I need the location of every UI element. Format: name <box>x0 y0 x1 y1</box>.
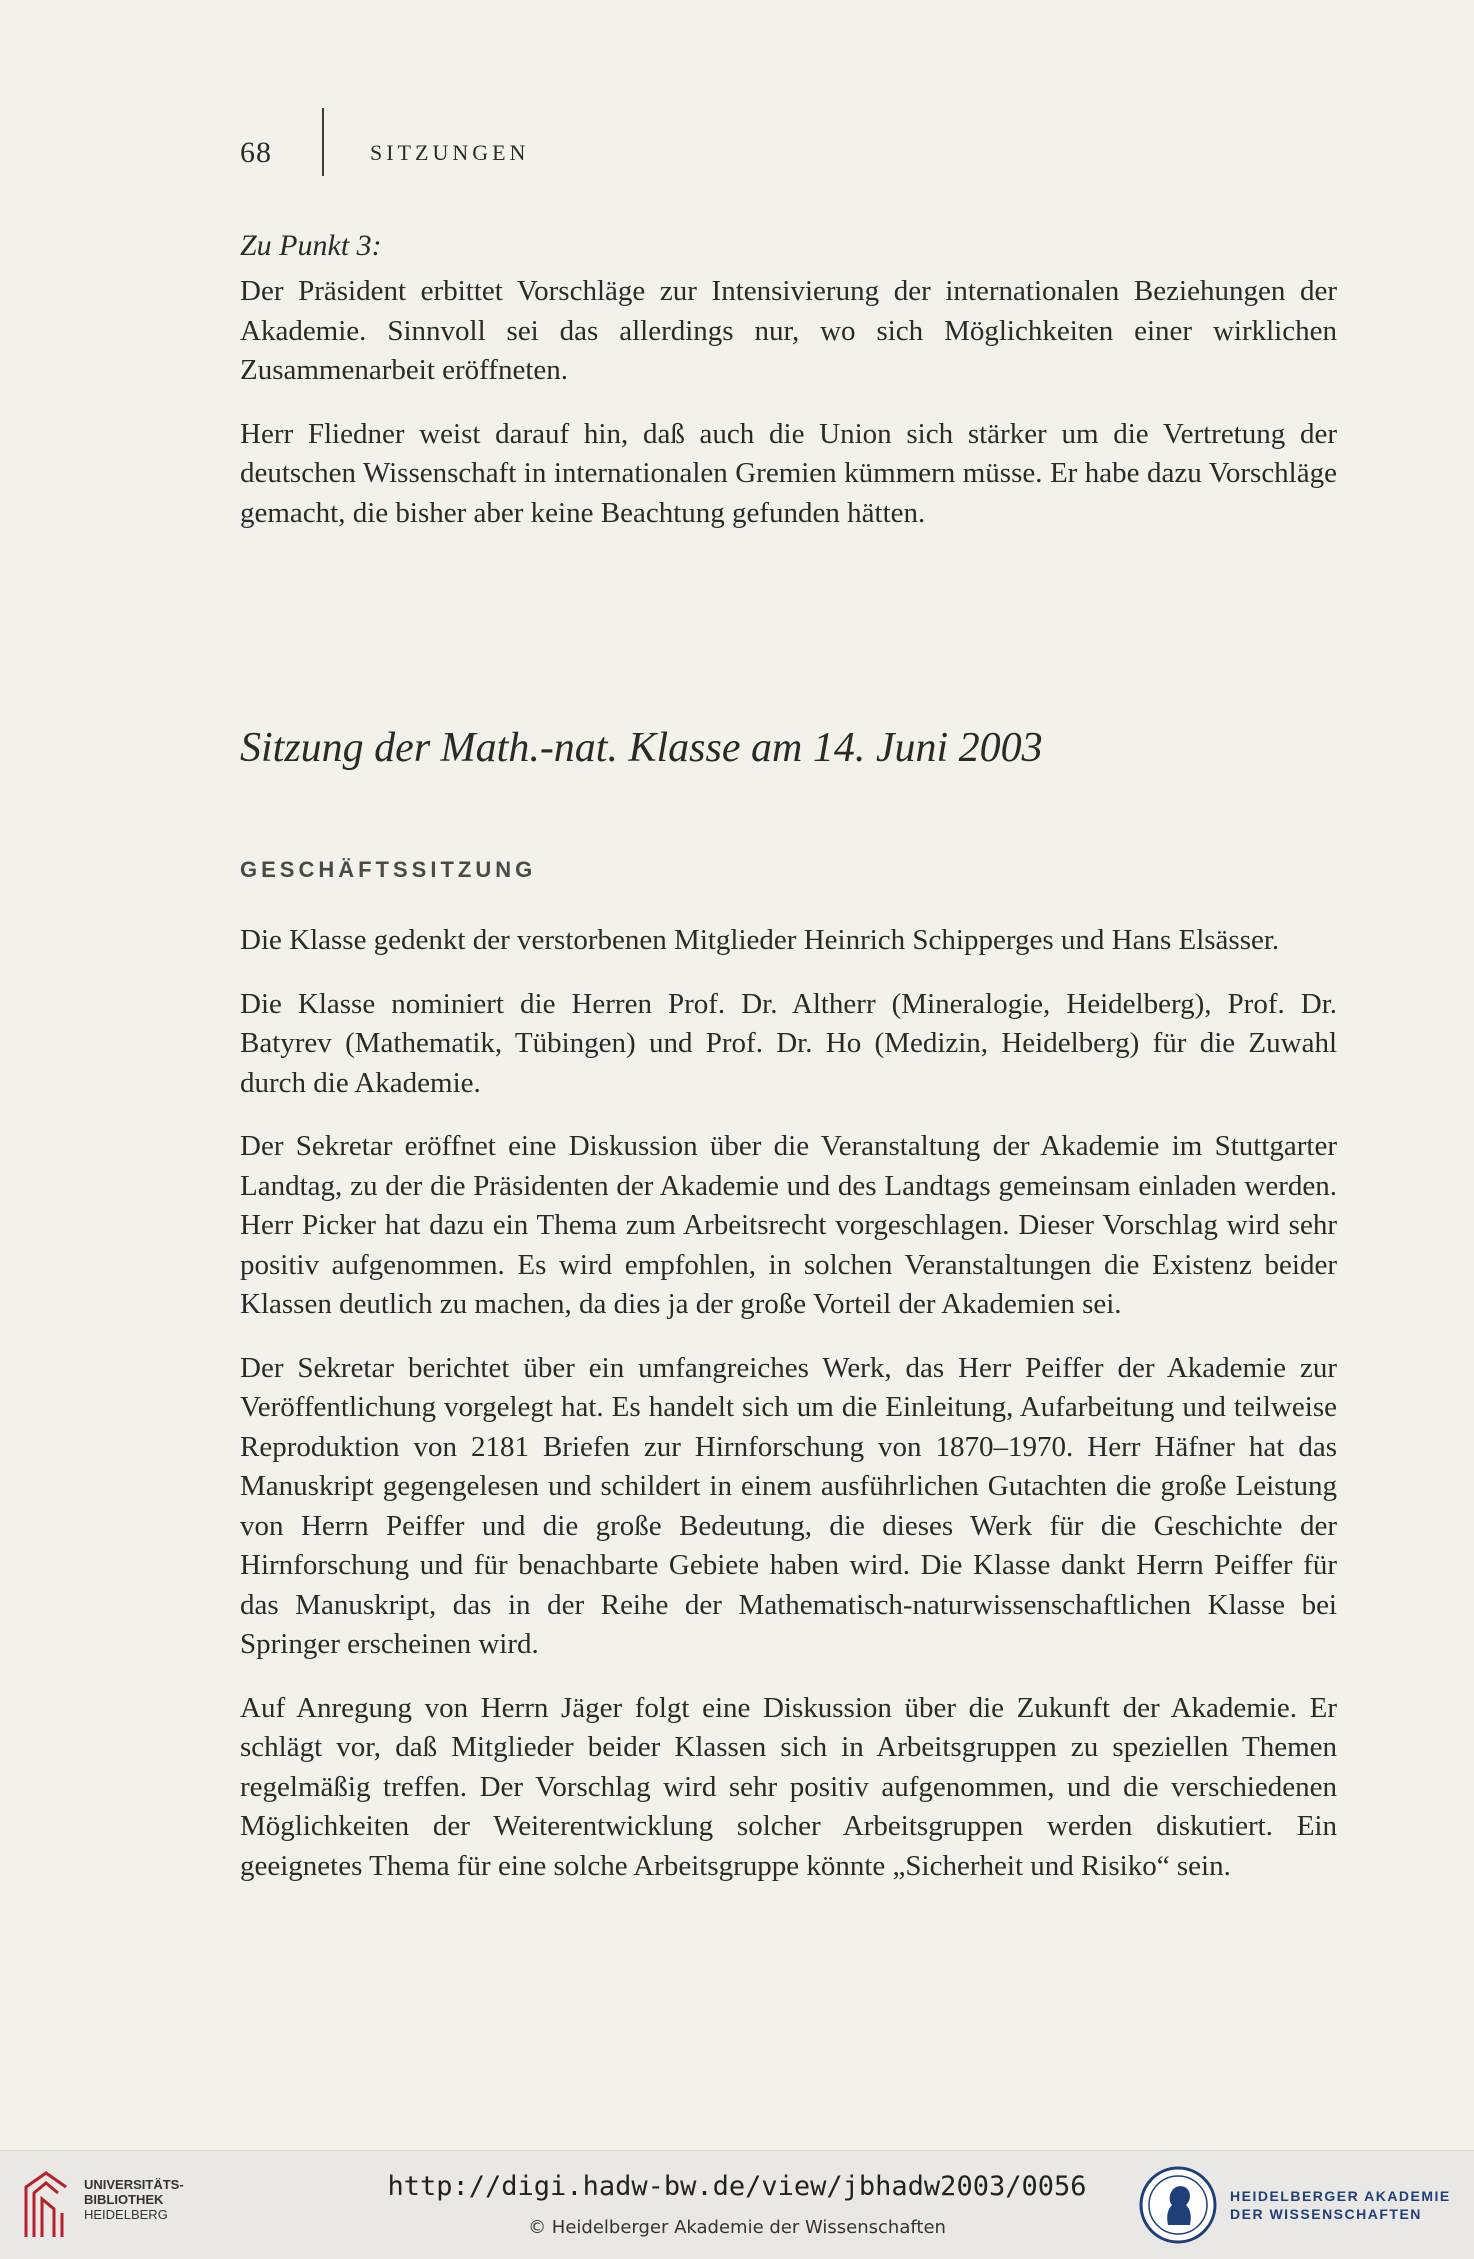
point-heading: Zu Punkt 3: <box>240 229 382 262</box>
body-paragraph: Der Sekretar eröffnet eine Diskussion über die Veranstaltung der Akademie im Stuttgarter Landtag, zu der die Präsidenten der Akademie und des Landtags gemeinsam einladen werden. Herr Picker hat dazu ein Thema zum Arbeitsrecht vorgeschlagen. Dieser Vorschlag wird sehr positiv aufgenommen. Es wird empfohlen, in solchen Veranstaltungen die Existenz beider Klassen deutlich zu machen, da dies ja der große Vorteil der Akademien sei. <box>240 1130 1337 1320</box>
session-title: Sitzung der Math.-nat. Klasse am 14. Juni 2003 <box>240 725 1043 771</box>
body-paragraph: Auf Anregung von Herrn Jäger folgt eine Diskussion über die Zukunft der Akademie. Er schlägt vor, daß Mitglieder beider Klassen sich in Arbeitsgruppen zu speziellen Themen regelmäßig treffen. Der Vorschlag wird sehr positiv aufgenommen, und die verschiedenen Möglichkeiten der Weiterentwicklung solcher Arbeitsgruppen werden diskutiert. Ein geeignetes Thema für eine solche Arbeitsgruppe könnte „Sicherheit und Risiko“ sein. <box>240 1691 1337 1882</box>
library-name-line: UNIVERSITÄTS- <box>84 2177 184 2192</box>
body-paragraph: Der Sekretar berichtet über ein umfangreiches Werk, das Herr Peiffer der Akademie zur Veröffentlichung vorgelegt hat. Es handelt sich um die Einleitung, Aufarbeitung und teilweise Reproduktion von 2181 Briefen zur Hirnforschung von 1870–1970. Herr Häfner hat das Manuskript gegengelesen und schildert in einem ausführlichen Gutachten die große Leistung von Herrn Peiffer und die große Bedeutung, die dieses Werk für die Geschichte der Hirnforschung und für benachbarte Gebiete haben wird. Die Klasse dankt Herrn Peiffer für das Manuskript, das in der Reihe der Mathematisch-naturwissenschaftlichen Klasse bei Springer erscheinen wird. <box>240 1351 1337 1660</box>
body-paragraph: Die Klasse gedenkt der verstorbenen Mitglieder Heinrich Schipperges und Hans Elsässer. <box>240 924 1280 956</box>
section-heading: GESCHÄFTSSITZUNG <box>240 857 537 882</box>
viewer-footer <box>0 2150 1474 2259</box>
permalink-url[interactable]: http://digi.hadw-bw.de/view/jbhadw2003/0056 <box>387 2171 1087 2202</box>
copyright-notice: © Heidelberger Akademie der Wissenschaften <box>528 2217 946 2238</box>
body-paragraph: Die Klasse nominiert die Herren Prof. Dr. Altherr (Mineralogie, Heidelberg), Prof. Dr. Batyrev (Mathematik, Tübingen) und Prof. Dr. Ho (Medizin, Heidelberg) für die Zuwahl durch die Akademie. <box>240 987 1337 1099</box>
intro-paragraph: Herr Fliedner weist darauf hin, daß auch die Union sich stärker um die Vertretung der deutschen Wissenschaft in internationalen Gremien kümmern müsse. Er habe dazu Vorschläge gemacht, die bisher aber keine Beachtung gefunden hätten. <box>240 417 1337 529</box>
page-content <box>240 226 1337 1910</box>
academy-name-line: HEIDELBERGER AKADEMIE <box>1230 2188 1451 2204</box>
header-divider <box>322 108 324 176</box>
library-name-line: HEIDELBERG <box>84 2207 168 2222</box>
academy-name <box>1230 2187 1451 2223</box>
academy-name-line: DER WISSENSCHAFTEN <box>1230 2206 1422 2222</box>
intro-paragraph: Der Präsident erbittet Vorschläge zur Intensivierung der internationalen Beziehungen der Akademie. Sinnvoll sei das allerdings nur, wo sich Möglichkeiten einer wirklichen Zusammenarbeit eröffneten. <box>240 275 1337 386</box>
page-number: 68 <box>240 136 272 169</box>
running-head: SITZUNGEN <box>370 140 530 165</box>
library-name-line: BIBLIOTHEK <box>84 2192 164 2207</box>
hadw-seal-icon <box>1138 2165 1218 2245</box>
